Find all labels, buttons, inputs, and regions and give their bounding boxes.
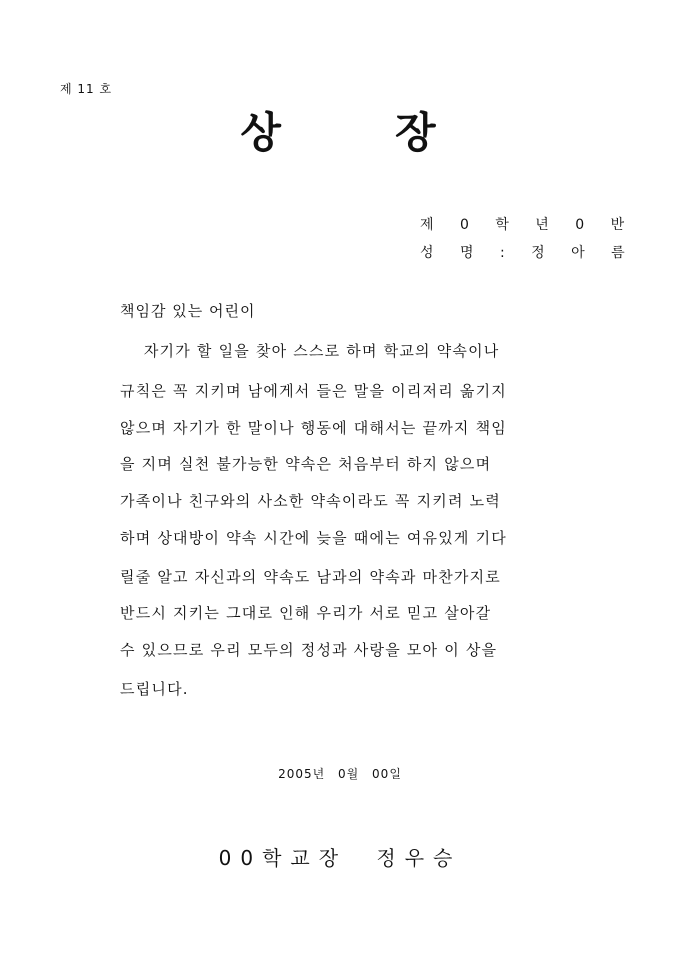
recipient-class: 제 0 학 년 0 반 (420, 217, 636, 233)
recipient-name: 성 명 : 정 아 름 (420, 245, 636, 261)
award-subject: 책임감 있는 어린이 (120, 302, 256, 320)
body-line: 반드시 지키는 그대로 인해 우리가 서로 믿고 살아갈 (120, 604, 492, 622)
body-line: 수 있으므로 우리 모두의 정성과 사랑을 모아 이 상을 (120, 641, 498, 659)
principal-signature: 00학교장 정우승 (218, 846, 462, 870)
title-char-1: 상 (240, 108, 285, 157)
body-line: 규칙은 꼭 지키며 남에게서 들은 말을 이리저리 옮기지 (120, 382, 507, 400)
body-line: 드립니다. (120, 680, 189, 698)
body-line: 자기가 할 일을 찾아 스스로 하며 학교의 약속이나 (120, 342, 500, 360)
title-char-2: 장 (395, 108, 440, 157)
body-line: 하며 상대방이 약속 시간에 늦을 때에는 여유있게 기다 (120, 529, 507, 547)
body-line: 가족이나 친구와의 사소한 약속이라도 꼭 지키려 노력 (120, 492, 501, 510)
certificate-title (0, 100, 680, 160)
body-line: 않으며 자기가 한 말이나 행동에 대해서는 끝까지 책임 (120, 419, 507, 437)
certificate-date: 2005년 0월 00일 (278, 767, 402, 781)
body-line: 릴줄 알고 자신과의 약속도 남과의 약속과 마찬가지로 (120, 568, 501, 586)
body-line: 을 지며 실천 불가능한 약속은 처음부터 하지 않으며 (120, 455, 492, 473)
certificate-number: 제 11 호 (60, 82, 113, 96)
